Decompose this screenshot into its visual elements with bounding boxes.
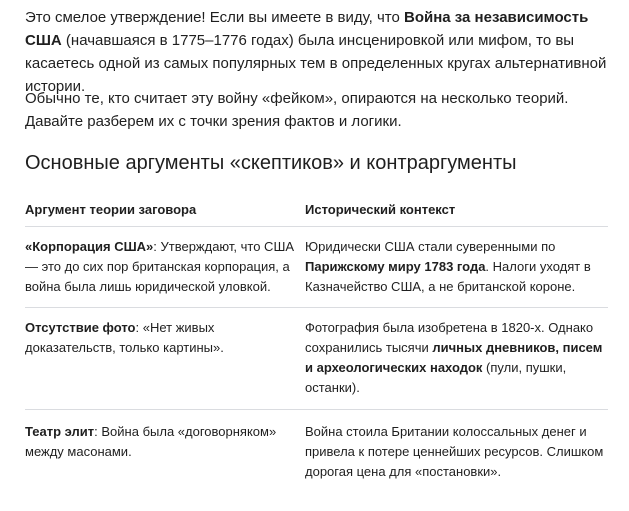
intro-text-start: Это смелое утверждение! Если вы имеете в виду, что bbox=[25, 9, 404, 26]
second-paragraph: Обычно те, кто считает эту войну «фейком», опираются на несколько теорий. Давайте разберем их с точки зрения фактов и логики. bbox=[25, 90, 569, 130]
table-row bbox=[25, 227, 608, 308]
claim-title: Отсутствие фото bbox=[25, 320, 136, 335]
header-claim: Аргумент теории заговора bbox=[25, 201, 197, 217]
intro-emphasis: Война за независимость США bbox=[25, 9, 589, 49]
claim-text: : «Нет живых доказательств, только картины». bbox=[25, 320, 224, 355]
context-cell bbox=[305, 422, 608, 500]
claim-cell bbox=[25, 422, 305, 500]
header-context: Исторический контекст bbox=[305, 201, 456, 217]
intro-text-end: (начавшаяся в 1775–1776 годах) была инсценировкой или мифом, то вы касаетесь одной из самых популярных тем в определенных кругах альтернативной истории. bbox=[25, 32, 607, 95]
context-emphasis: личных дневников, писем и археологических находок bbox=[305, 340, 603, 375]
claim-title: «Корпорация США» bbox=[25, 239, 154, 254]
claim-text: : Утверждают, что США — это до сих пор британская корпорация, а война была лишь юридической уловкой. bbox=[25, 239, 295, 294]
context-emphasis: Парижскому миру 1783 года bbox=[305, 259, 486, 274]
table-row bbox=[25, 410, 608, 500]
intro-paragraph bbox=[25, 6, 621, 98]
context-text: Юридически США стали суверенными по bbox=[305, 239, 556, 254]
claim-text: : Война была «договорняком» между масонами. bbox=[25, 424, 277, 459]
context-cell bbox=[305, 237, 608, 307]
claim-cell bbox=[25, 237, 305, 307]
context-text-end: (пули, пушки, останки). bbox=[305, 360, 567, 395]
context-text: Война стоила Британии колоссальных денег и привела к потере ценнейших ресурсов. Слишком дорогая цена для «постановки». bbox=[305, 424, 604, 479]
context-text-end: . Налоги уходят в Казначейство США, а не британской короне. bbox=[305, 259, 591, 294]
section-heading: Основные аргументы «скептиков» и контраргументы bbox=[25, 152, 517, 174]
context-text: Фотография была изобретена в 1820-х. Однако сохранились тысячи bbox=[305, 320, 594, 355]
claim-cell bbox=[25, 318, 305, 409]
table-header bbox=[25, 192, 608, 227]
table-row bbox=[25, 308, 608, 410]
claim-title: Театр элит bbox=[25, 424, 95, 439]
arguments-table bbox=[25, 192, 608, 500]
context-cell bbox=[305, 318, 608, 409]
